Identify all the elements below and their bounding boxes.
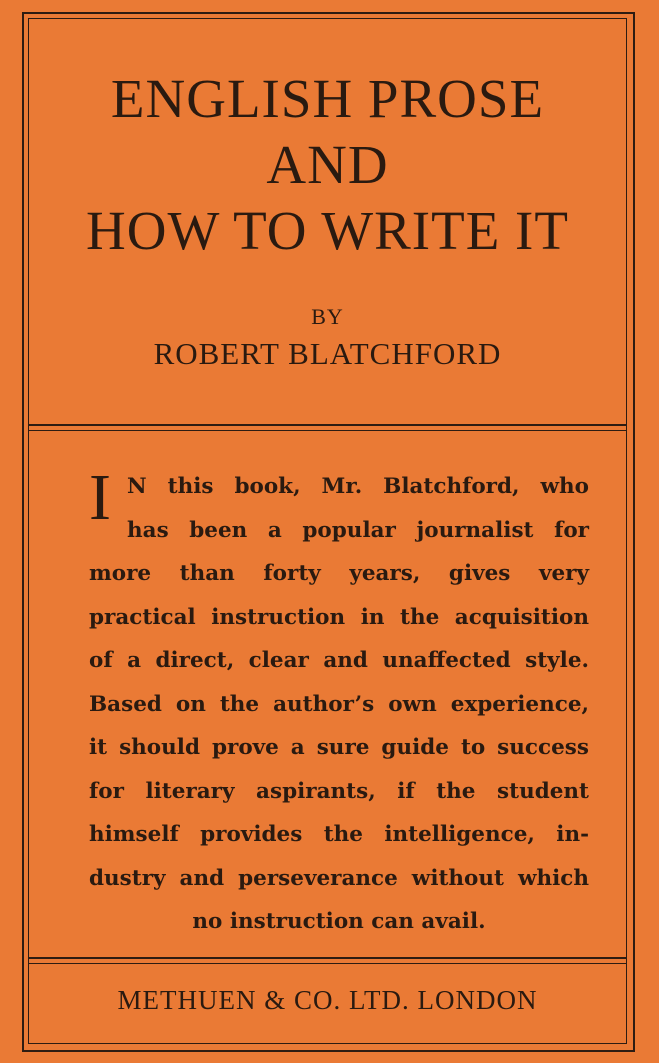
- blurb-line: of a direct, clear and unaffected style.: [89, 648, 589, 673]
- title-line-1: ENGLISH PROSE: [110, 68, 545, 129]
- blurb-line: dustry and perseverance without which: [89, 865, 589, 891]
- divider-rule-top: [28, 424, 627, 431]
- blurb-line: more than forty years, gives very: [89, 561, 589, 586]
- divider-rule-bottom: [28, 957, 627, 964]
- blurb-line: it should prove a sure guide to success: [89, 735, 589, 760]
- author-name: ROBERT BLATCHFORD: [153, 336, 502, 371]
- blurb-line: for literary aspirants, if the student: [89, 778, 589, 804]
- title-line-2: AND: [266, 134, 389, 195]
- drop-cap: I: [89, 461, 111, 534]
- blurb-line: N this book, Mr. Blatchford, who: [127, 474, 589, 499]
- blurb-line: no instruction can avail.: [192, 909, 486, 934]
- blurb-line: practical instruction in the acquisition: [89, 604, 589, 630]
- publisher-imprint: METHUEN & CO. LTD. LONDON: [117, 985, 538, 1015]
- title-line-3: HOW TO WRITE IT: [86, 200, 569, 261]
- by-label: BY: [311, 304, 344, 329]
- blurb-line: himself provides the intelligence, in-: [89, 822, 589, 847]
- book-title: [30, 66, 625, 264]
- blurb-line: Based on the author’s own experience,: [89, 691, 589, 717]
- blurb-text: [89, 461, 589, 944]
- blurb-line: has been a popular journalist for: [127, 517, 589, 543]
